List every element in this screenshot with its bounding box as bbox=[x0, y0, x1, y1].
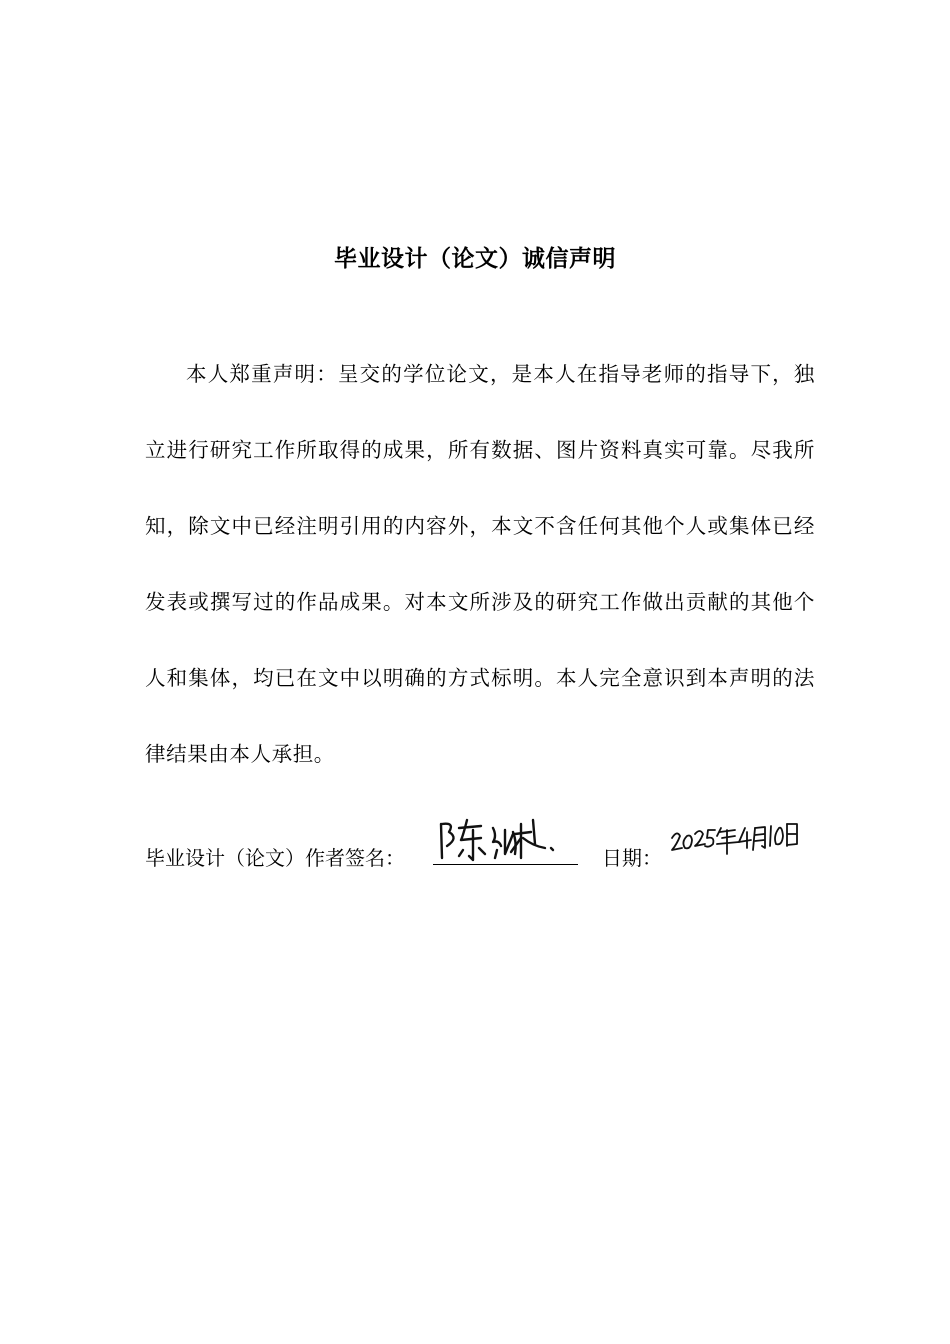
signature-row bbox=[145, 838, 845, 878]
handwritten-date bbox=[667, 812, 803, 860]
page-title: 毕业设计（论文）诚信声明 bbox=[334, 246, 616, 272]
declaration-paragraph: 本人郑重声明：呈交的学位论文，是本人在指导老师的指导下，独立进行研究工作所取得的成果，所有数据、图片资料真实可靠。尽我所知，除文中已经注明引用的内容外，本文不含任何其他个人或集体已经发表或撰写过的作品成果。对本文所涉及的研究工作做出贡献的其他个人和集体，均已在文中以明确的方式标明。本人完全意识到本声明的法律结果由本人承担。 bbox=[145, 362, 815, 766]
handwritten-signature bbox=[433, 814, 568, 864]
signature-label: 毕业设计（论文）作者签名： bbox=[145, 846, 405, 870]
date-label: 日期： bbox=[602, 846, 662, 870]
